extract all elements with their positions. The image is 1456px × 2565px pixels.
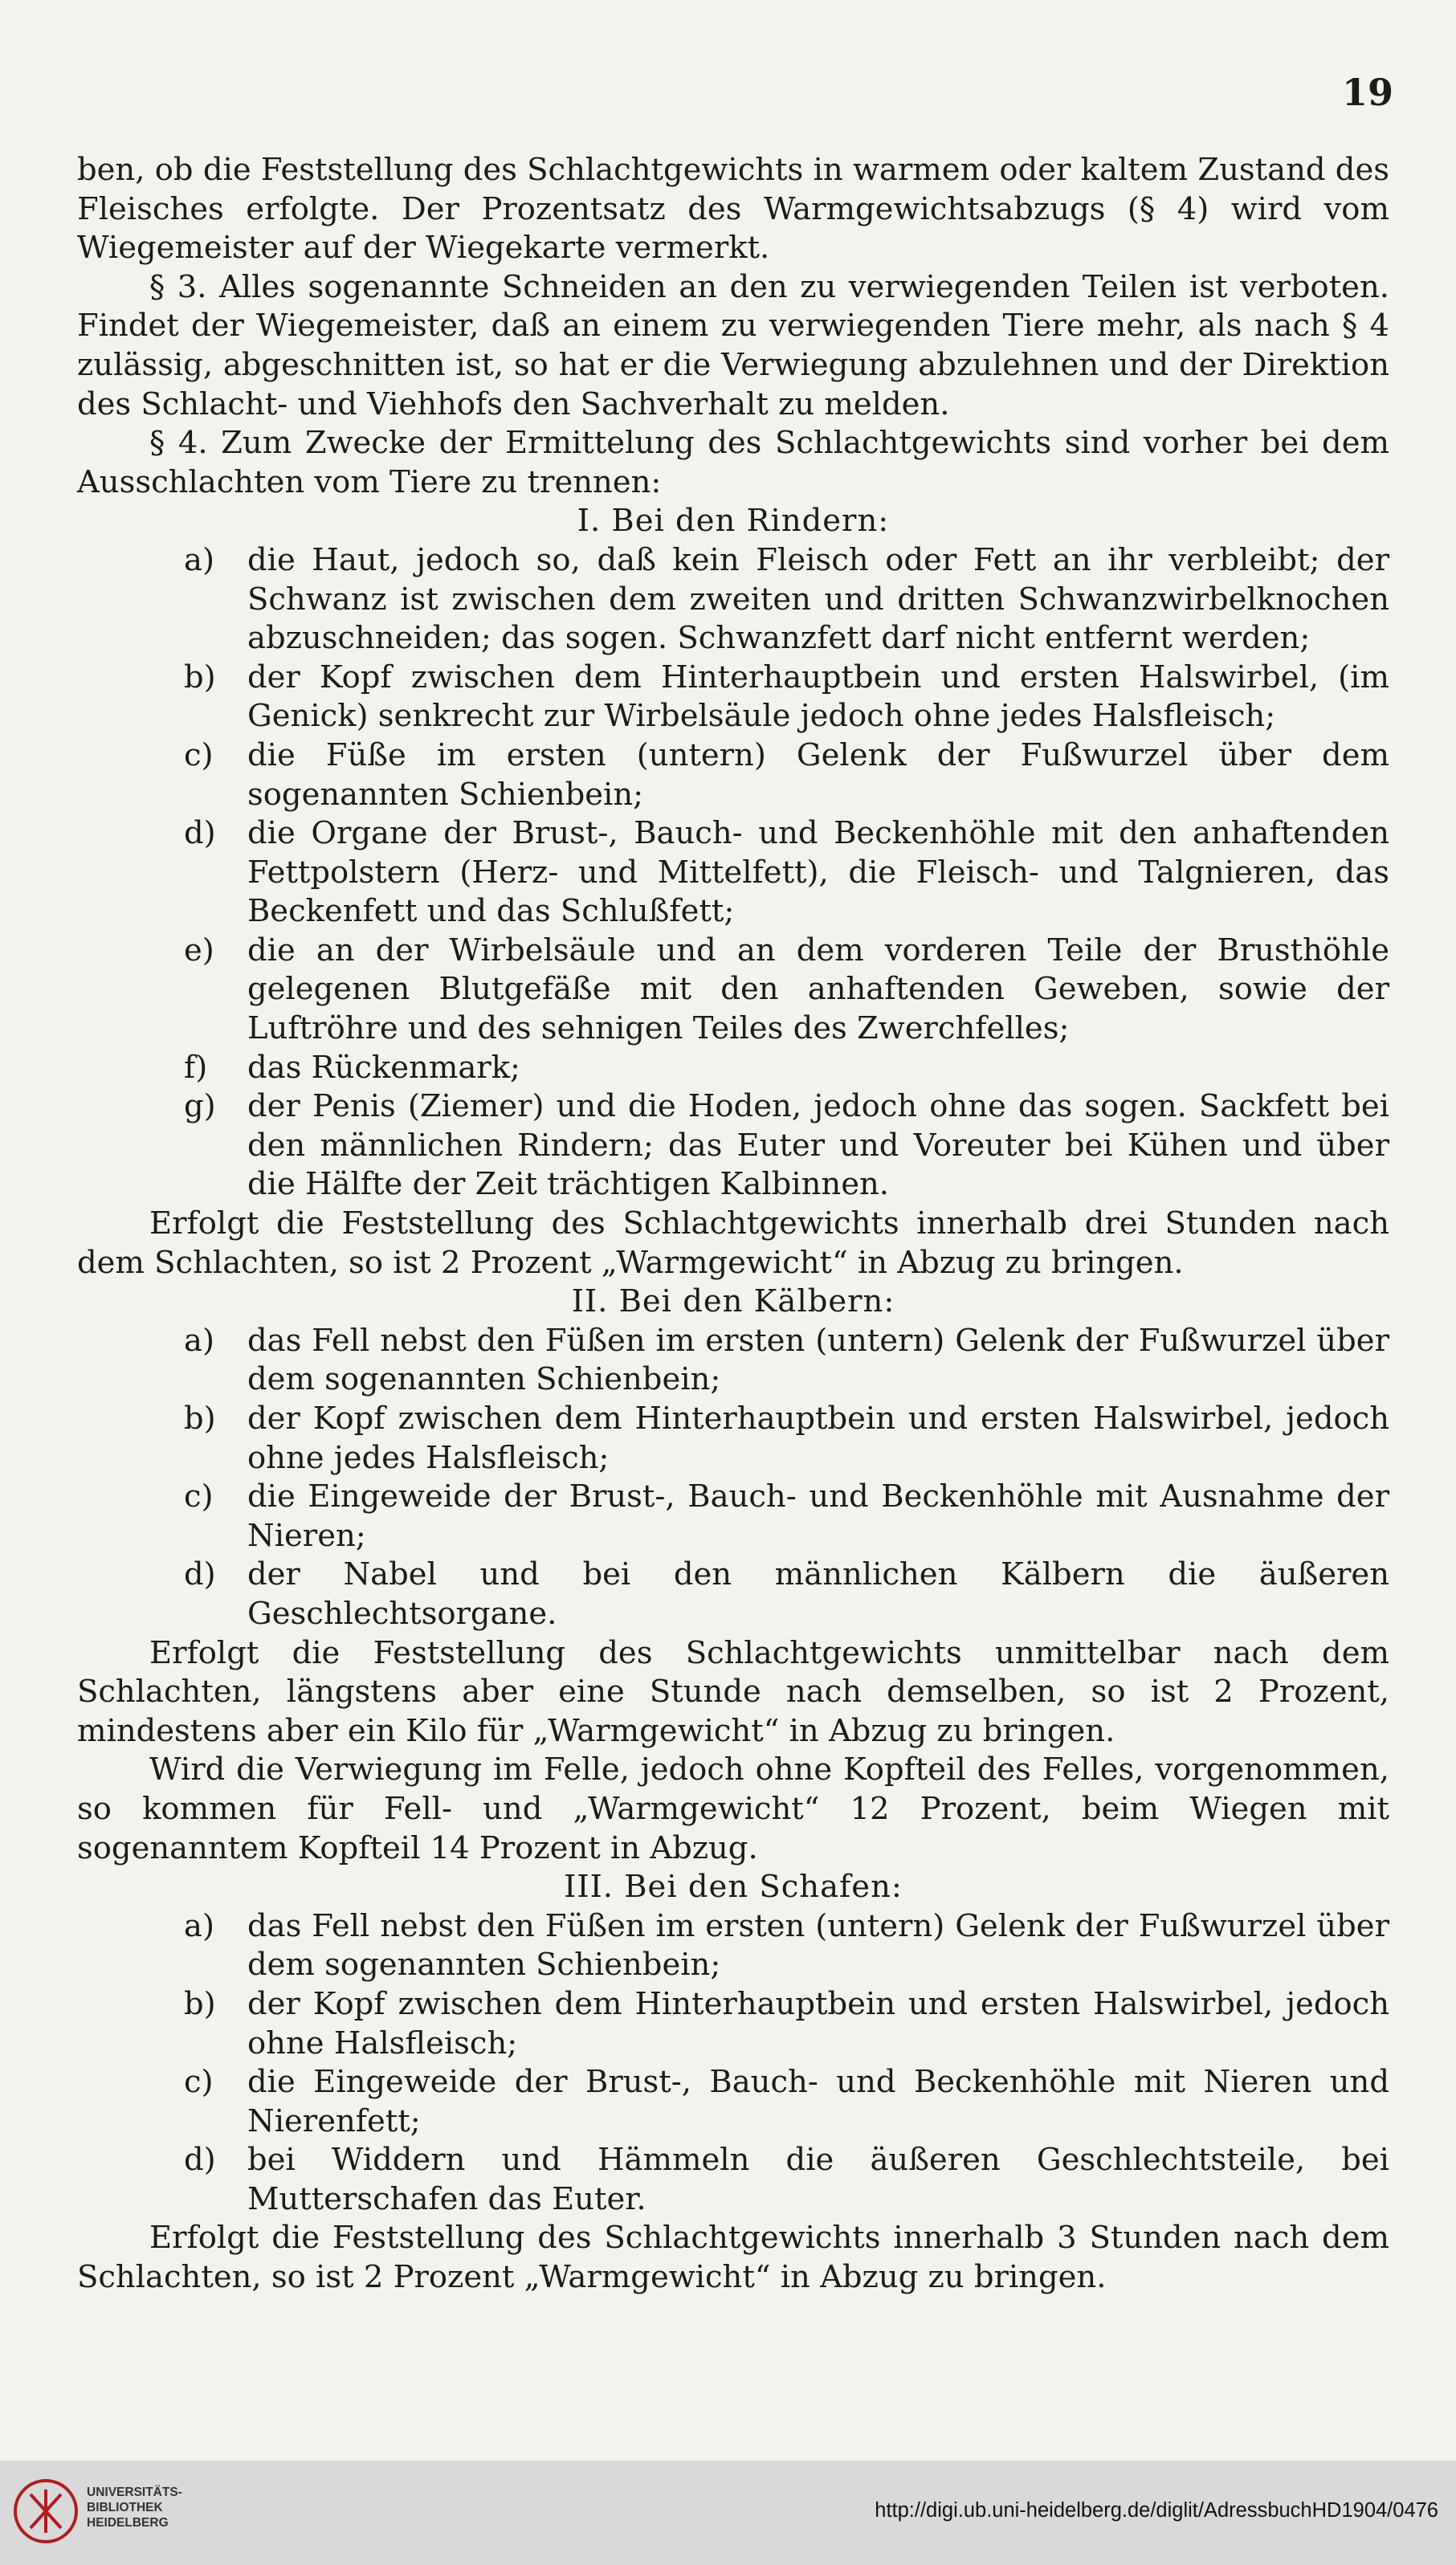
list-item <box>77 1049 1389 1088</box>
item-text: die Eingeweide der Brust-, Bauch- und Beckenhöhle mit Nieren und Nierenfett; <box>247 2064 1389 2139</box>
item-text: die an der Wirbelsäule und an dem vorderen Teile der Brusthöhle gelegenen Blutgefäße mit den anhaftenden Geweben, sowie der Luftröhre und des sehnigen Teiles des Zwerchfelles; <box>247 932 1389 1047</box>
list-item <box>77 1087 1389 1205</box>
heading-kaelbern: II. Bei den Kälbern: <box>571 1283 895 1320</box>
permalink-url[interactable]: http://digi.ub.uni-heidelberg.de/diglit/AdressbuchHD1904/0476 <box>875 2499 1438 2522</box>
item-text: der Nabel und bei den männlichen Kälbern die äußeren Geschlechtsorgane. <box>247 1556 1389 1632</box>
list-item <box>77 814 1389 932</box>
list-item <box>77 932 1389 1049</box>
item-text: die Füße im ersten (untern) Gelenk der Fußwurzel über dem sogenannten Schienbein; <box>247 736 1389 813</box>
library-line: UNIVERSITÄTS- <box>87 2485 182 2499</box>
library-line: HEIDELBERG <box>87 2516 169 2530</box>
list-item <box>77 659 1389 736</box>
item-label: d) <box>184 815 216 852</box>
item-text: der Penis (Ziemer) und die Hoden, jedoch ohne das sogen. Sackfett bei den männlichen Rindern; das Euter und Voreuter bei Kühen und über die Hälfte der Zeit trächtigen Kalbinnen. <box>247 1088 1389 1203</box>
item-text: das Rückenmark; <box>247 1049 521 1086</box>
item-text: der Kopf zwischen dem Hinterhauptbein und ersten Halswirbel, jedoch ohne jedes Halsfleisch; <box>247 1401 1389 1476</box>
item-text: das Fell nebst den Füßen im ersten (untern) Gelenk der Fußwurzel über dem sogenannten Schienbein; <box>247 1322 1389 1398</box>
item-text: das Fell nebst den Füßen im ersten (untern) Gelenk der Fußwurzel über dem sogenannten Schienbein; <box>247 1907 1389 1984</box>
list-item <box>77 1478 1389 1556</box>
list-item <box>77 1985 1389 2063</box>
item-text: die Eingeweide der Brust-, Bauch- und Beckenhöhle mit Ausnahme der Nieren; <box>247 1478 1389 1554</box>
paragraph-kaelber-abzug: Erfolgt die Feststellung des Schlachtgewichts unmittelbar nach dem Schlachten, längstens aber eine Stunde nach demselben, so ist 2 Prozent, mindestens aber ein Kilo für „Warmgewicht“ in Abzug zu bringen. <box>77 1634 1389 1749</box>
item-label: b) <box>184 1401 216 1437</box>
list-item <box>77 541 1389 659</box>
list-item <box>77 1907 1389 1985</box>
paragraph-rindern-abzug: Erfolgt die Feststellung des Schlachtgewichts innerhalb drei Stunden nach dem Schlachten, so ist 2 Prozent „Warmgewicht“ in Abzug zu bringen. <box>77 1205 1389 1281</box>
list-item <box>77 1322 1389 1400</box>
item-label: c) <box>184 736 214 773</box>
item-text: die Organe der Brust-, Bauch- und Beckenhöhle mit den anhaftenden Fettpolstern (Herz- und Mittelfett), die Fleisch- und Talgnieren, das Beckenfett und das Schlußfett; <box>247 815 1389 930</box>
heading-rindern: I. Bei den Rindern: <box>577 503 890 540</box>
item-label: b) <box>184 1985 216 2022</box>
paragraph-section-4: § 4. Zum Zwecke der Ermittelung des Schlachtgewichts sind vorher bei dem Ausschlachten vom Tiere zu trennen: <box>77 425 1389 500</box>
paragraph-section-3: § 3. Alles sogenannte Schneiden an den zu verwiegenden Teilen ist verboten. Findet der Wiegemeister, daß an einem zu verwiegenden Tiere mehr, als nach § 4 zulässig, abgeschnitten ist, so hat er die Verwiegung abzulehnen und der Direktion des Schlacht- und Viehhofs den Sachverhalt zu melden. <box>77 268 1389 422</box>
list-item <box>77 2141 1389 2219</box>
item-label: a) <box>184 1322 214 1359</box>
paragraph-continuation: ben, ob die Feststellung des Schlachtgewichts in warmem oder kaltem Zustand des Fleisches erfolgte. Der Prozentsatz des Warmgewichtsabzugs (§ 4) wird vom Wiegemeister auf der Wiegekarte vermerkt. <box>77 152 1389 267</box>
item-label: c) <box>184 1478 214 1515</box>
item-label: b) <box>184 659 216 695</box>
item-text: bei Widdern und Hämmeln die äußeren Geschlechtsteile, bei Mutterschafen das Euter. <box>247 2142 1389 2217</box>
paragraph-kaelber-fell: Wird die Verwiegung im Felle, jedoch ohne Kopfteil des Felles, vorgenommen, so kommen für Fell- und „Warmgewicht“ 12 Prozent, beim Wiegen mit sogenanntem Kopfteil 14 Prozent in Abzug. <box>77 1751 1389 1866</box>
list-item <box>77 2063 1389 2141</box>
paragraph-schafe-abzug: Erfolgt die Feststellung des Schlachtgewichts innerhalb 3 Stunden nach dem Schlachten, so ist 2 Prozent „Warmgewicht“ in Abzug zu bringen. <box>77 2220 1389 2296</box>
heading-schafen: III. Bei den Schafen: <box>564 1869 903 1906</box>
item-text: der Kopf zwischen dem Hinterhauptbein und ersten Halswirbel, jedoch ohne Halsfleisch; <box>247 1985 1389 2061</box>
viewer-footer <box>0 2461 1456 2565</box>
item-label: g) <box>184 1088 216 1125</box>
item-label: d) <box>184 2142 216 2179</box>
item-text: die Haut, jedoch so, daß kein Fleisch oder Fett an ihr verbleibt; der Schwanz ist zwischen dem zweiten und dritten Schwanzwirbelknochen abzuschneiden; das sogen. Schwanzfett darf nicht entfernt werden; <box>247 541 1389 657</box>
item-text: der Kopf zwischen dem Hinterhauptbein und ersten Halswirbel, (im Genick) senkrecht zur Wirbelsäule jedoch ohne jedes Halsfleisch; <box>247 659 1389 735</box>
item-label: f) <box>184 1049 208 1086</box>
university-seal-icon <box>13 2478 79 2544</box>
library-line: BIBLIOTHEK <box>87 2501 163 2514</box>
item-label: d) <box>184 1556 216 1593</box>
list-item <box>77 1400 1389 1478</box>
page-number: 19 <box>1341 71 1393 114</box>
page-body <box>77 151 1389 2298</box>
item-label: a) <box>184 1907 214 1944</box>
item-label: a) <box>184 541 214 578</box>
item-label: c) <box>184 2064 214 2101</box>
library-name <box>87 2485 182 2530</box>
list-item <box>77 1556 1389 1633</box>
item-label: e) <box>184 932 214 969</box>
list-item <box>77 736 1389 814</box>
